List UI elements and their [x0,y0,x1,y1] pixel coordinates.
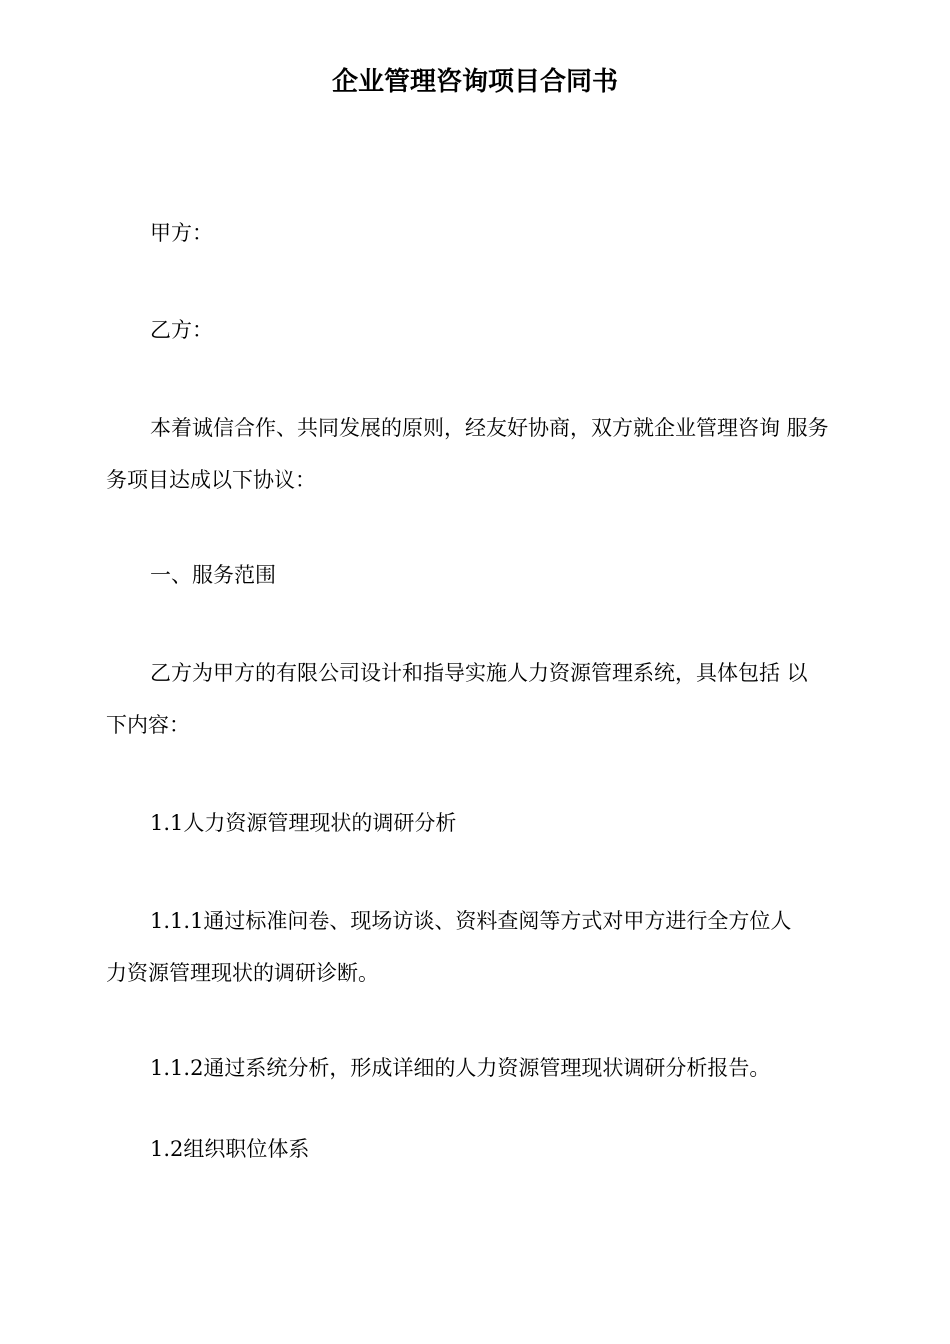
paragraph-line: 1.1.1通过标准问卷、现场访谈、资料查阅等方式对甲方进行全方位人 [150,909,792,933]
clause-1-1 [106,797,856,849]
paragraph-line: 1.2组织职位体系 [150,1137,310,1161]
paragraph-line: 务项目达成以下协议： [106,468,316,492]
party-b-line [106,304,856,356]
paragraph-line: 力资源管理现状的调研诊断。 [106,961,379,985]
preamble-paragraph [106,402,856,506]
section-heading [106,549,856,601]
paragraph-line: 1.1人力资源管理现状的调研分析 [150,811,457,835]
paragraph-line: 下内容： [106,713,190,737]
party-a-line [106,207,856,259]
paragraph-line: 甲方： [150,221,213,245]
clause-1-1-1 [106,895,856,999]
scope-paragraph [106,647,856,751]
paragraph-line: 乙方为甲方的有限公司设计和指导实施人力资源管理系统，具体包括 以 [150,661,808,685]
clause-1-1-2 [106,1042,856,1094]
paragraph-line: 本着诚信合作、共同发展的原则，经友好协商，双方就企业管理咨询 服务 [150,416,829,440]
clause-1-2 [106,1123,856,1175]
paragraph-line: 乙方： [150,318,213,342]
paragraph-line: 一、服务范围 [150,563,276,587]
paragraph-line: 1.1.2通过系统分析，形成详细的人力资源管理现状调研分析报告。 [150,1056,771,1080]
document-title: 企业管理咨询项目合同书 [331,67,618,97]
